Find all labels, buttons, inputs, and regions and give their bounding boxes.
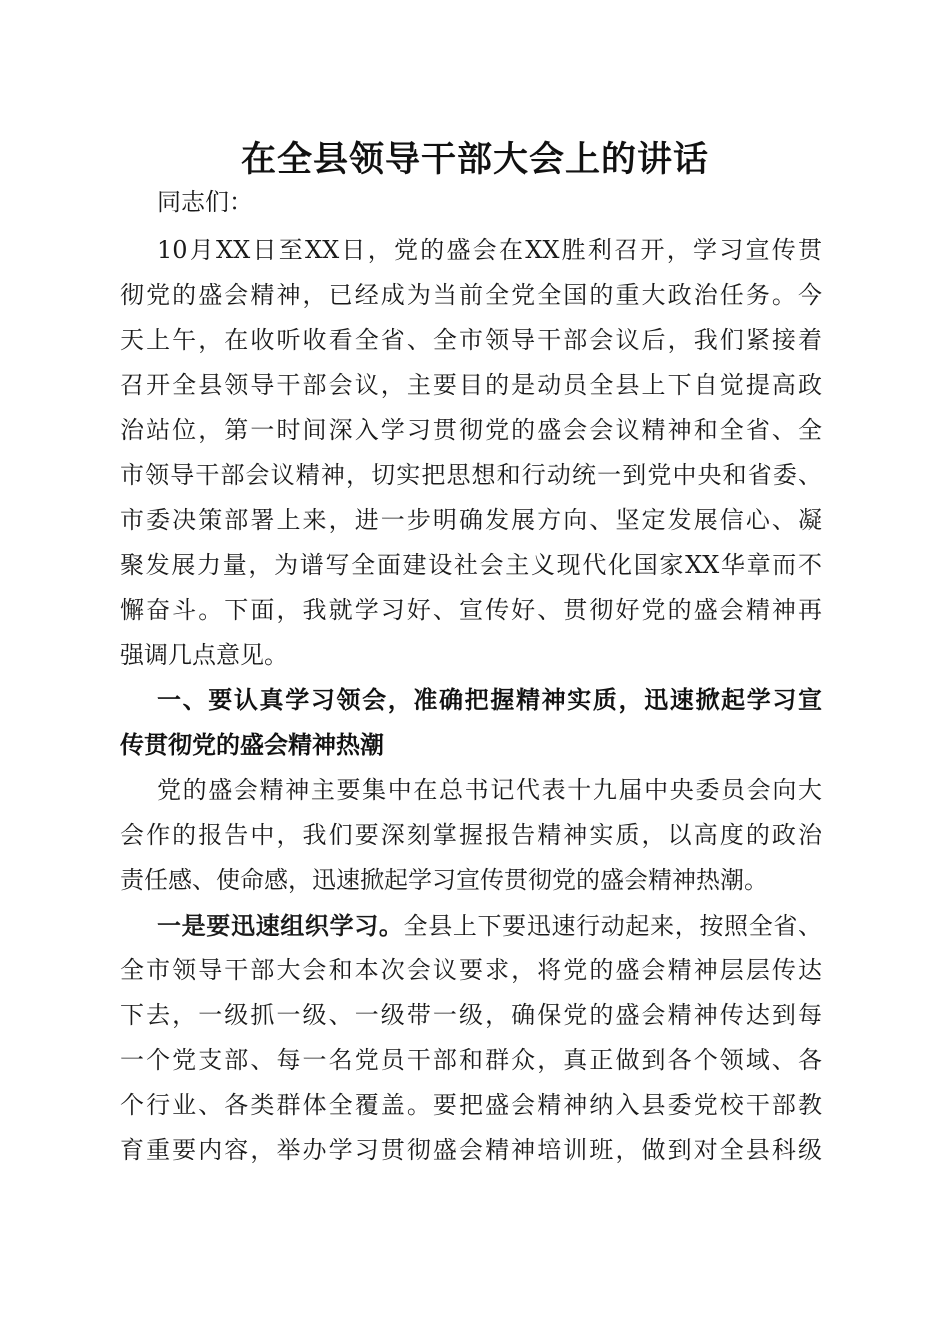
paragraph-line: 一个党支部、每一名党员干部和群众，真正做到各个领域、各: [120, 1046, 822, 1074]
paragraph-line: 全市领导干部大会和本次会议要求，将党的盛会精神层层传达: [120, 956, 822, 984]
paragraph-line: 彻党的盛会精神，已经成为当前全党全国的重大政治任务。今: [120, 281, 822, 309]
paragraph-line: 党的盛会精神主要集中在总书记代表十九届中央委员会向大: [157, 776, 822, 804]
section-heading-line: 传贯彻党的盛会精神热潮: [120, 731, 384, 759]
page-title: 在全县领导干部大会上的讲话: [240, 139, 709, 180]
paragraph-line: 育重要内容，举办学习贯彻盛会精神培训班，做到对全县科级: [120, 1136, 822, 1164]
paragraph-line: 市领导干部会议精神，切实把思想和行动统一到党中央和省委、: [120, 461, 822, 489]
paragraph-line: 下去，一级抓一级、一级带一级，确保党的盛会精神传达到每: [120, 1001, 822, 1029]
paragraph-line: 懈奋斗。下面，我就学习好、宣传好、贯彻好党的盛会精神再: [120, 596, 822, 624]
point-first-line: [157, 903, 822, 948]
paragraph-line: 治站位，第一时间深入学习贯彻党的盛会会议精神和全省、全: [120, 416, 822, 444]
paragraph-line: 强调几点意见。: [120, 641, 288, 669]
point-lead: 一是要迅速组织学习。: [157, 911, 404, 940]
paragraph-line: 责任感、使命感，迅速掀起学习宣传贯彻党的盛会精神热潮。: [120, 866, 768, 894]
paragraph-line: 聚发展力量，为谱写全面建设社会主义现代化国家XX华章而不: [120, 551, 822, 579]
paragraph-line: 召开全县领导干部会议，主要目的是动员全县上下自觉提高政: [120, 371, 822, 399]
paragraph-line: 天上午，在收听收看全省、全市领导干部会议后，我们紧接着: [120, 326, 822, 354]
paragraph-line: 市委决策部署上来，进一步明确发展方向、坚定发展信心、凝: [120, 506, 822, 534]
paragraph-line: 10月XX日至XX日，党的盛会在XX胜利召开，学习宣传贯: [157, 236, 822, 264]
point-first-line-rest: 全县上下要迅速行动起来，按照全省、: [403, 912, 823, 940]
paragraph-line: 个行业、各类群体全覆盖。要把盛会精神纳入县委党校干部教: [120, 1091, 822, 1119]
section-heading-line: 一、要认真学习领会，准确把握精神实质，迅速掀起学习宣: [157, 686, 822, 714]
paragraph-line: 会作的报告中，我们要深刻掌握报告精神实质，以高度的政治: [120, 821, 822, 849]
salutation: 同志们：: [157, 188, 253, 216]
